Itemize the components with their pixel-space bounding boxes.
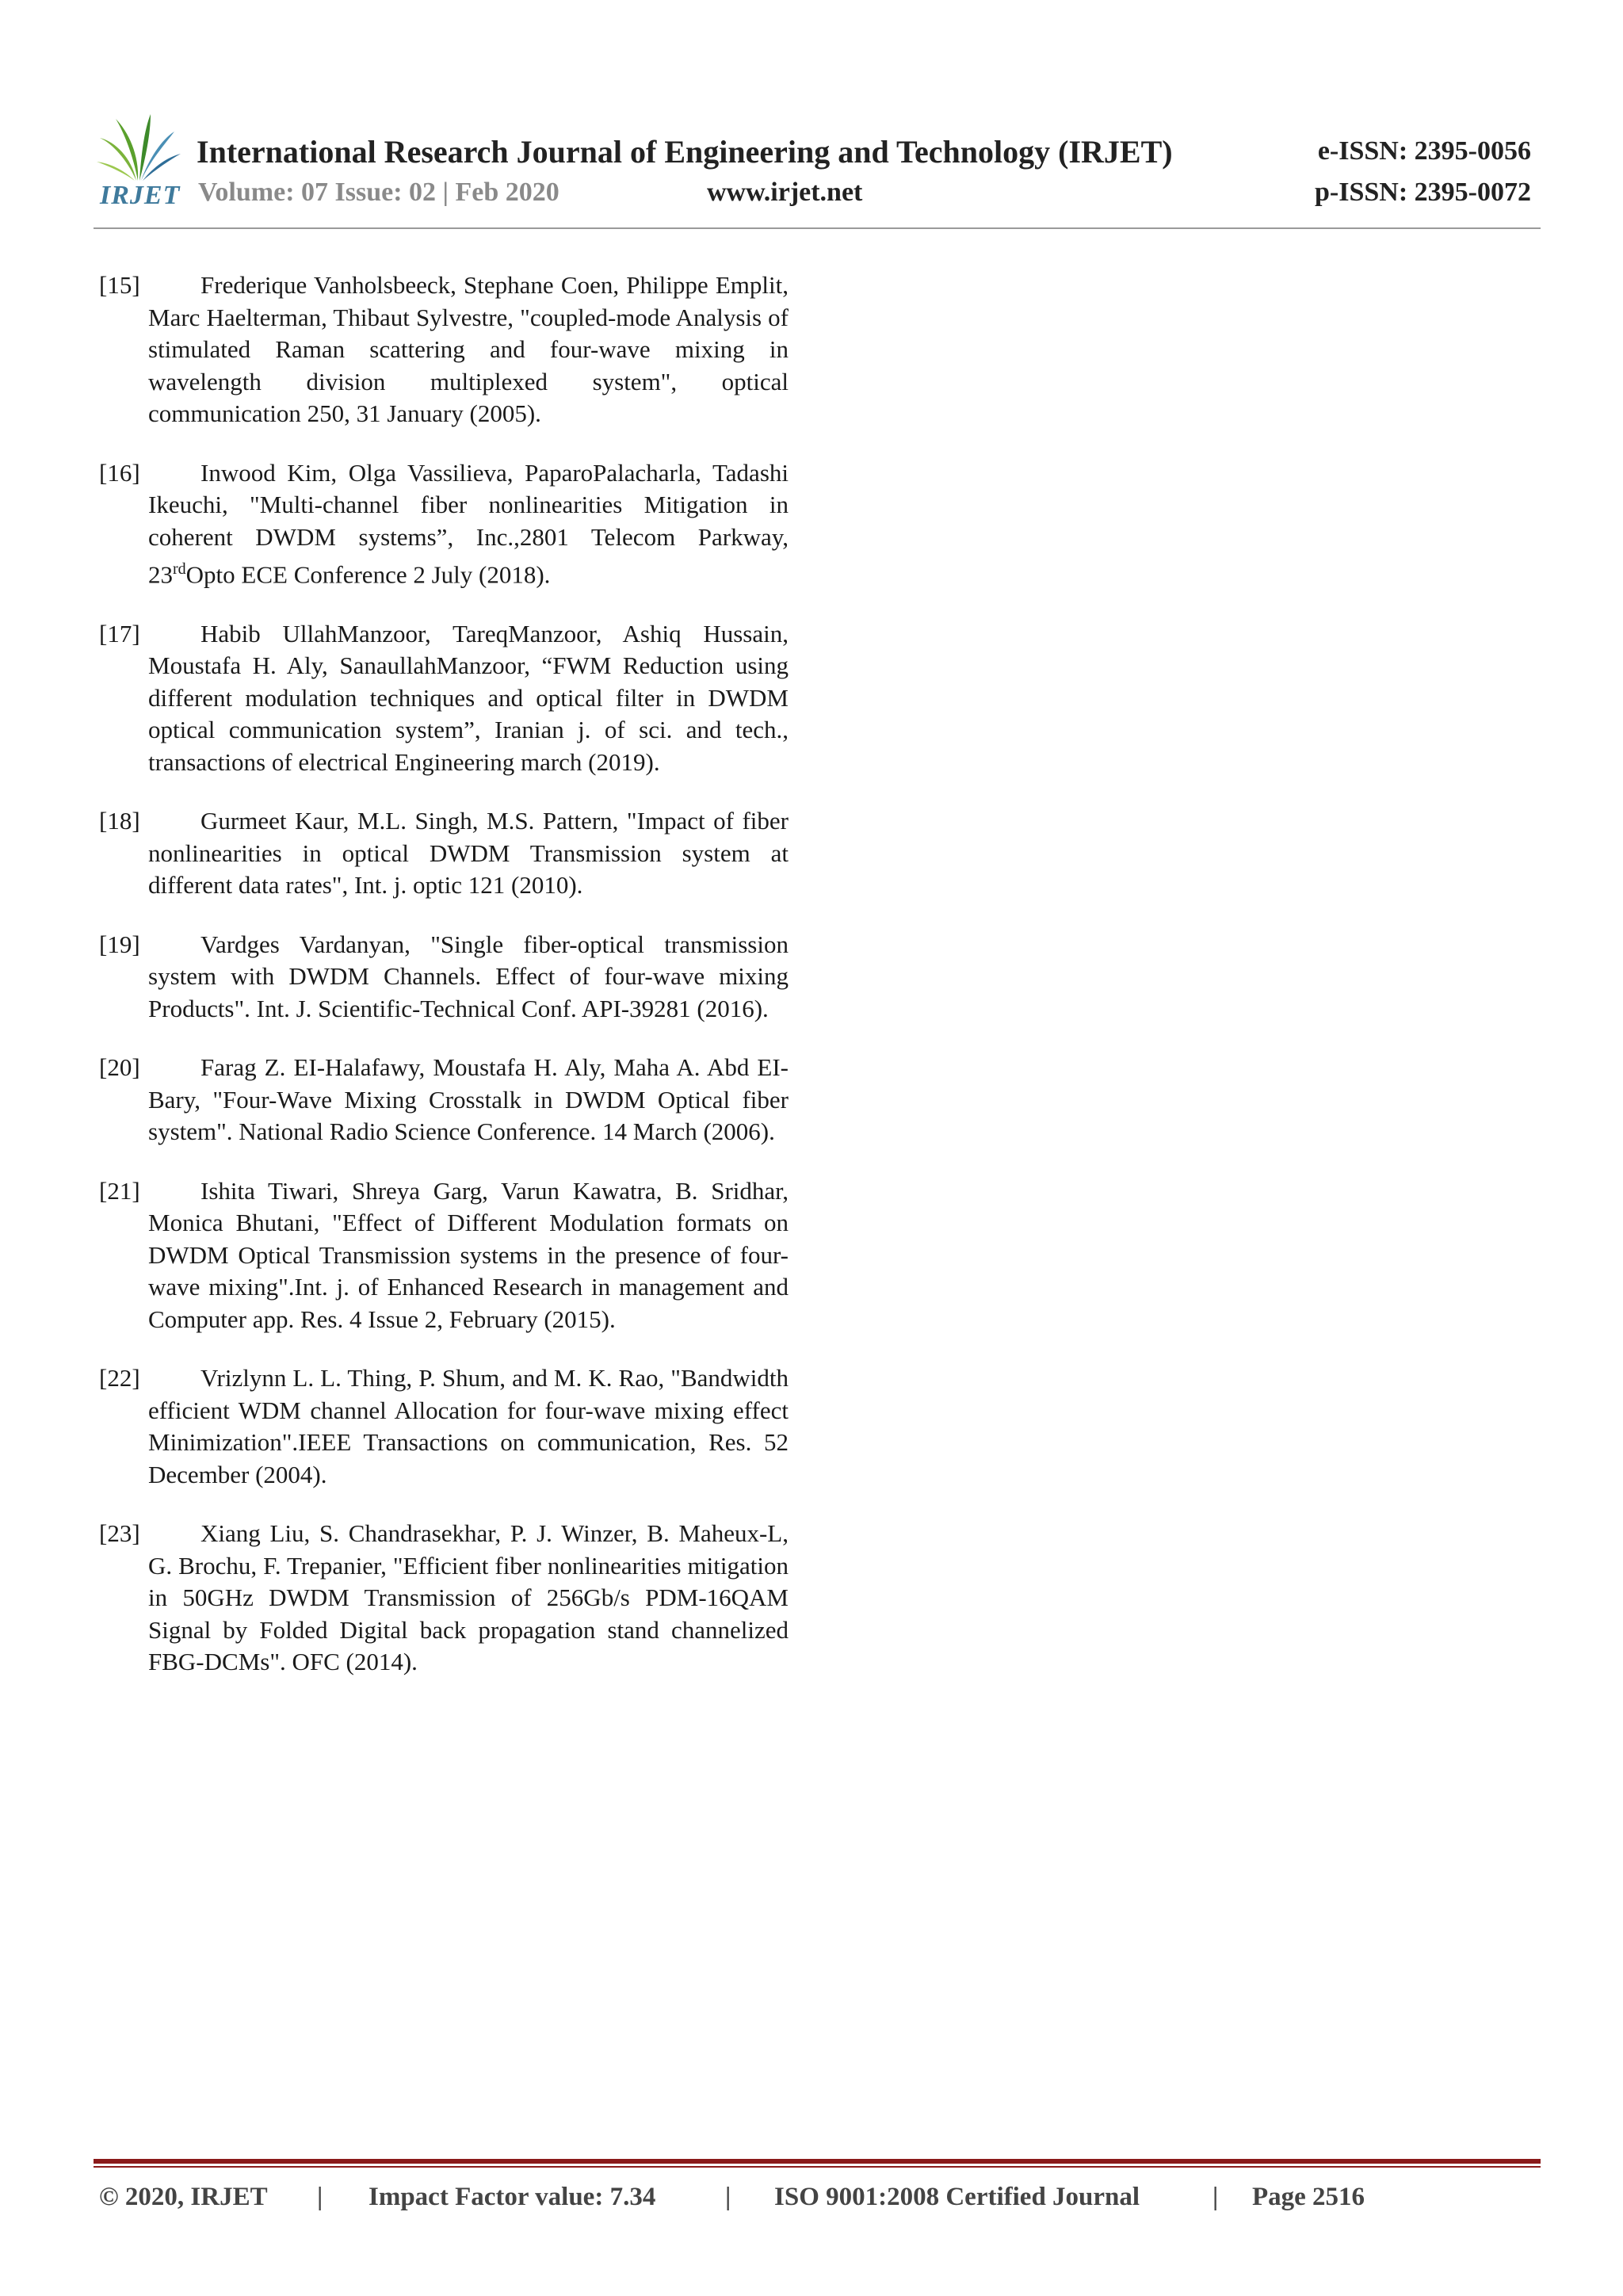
reference-number: [21] — [99, 1176, 140, 1205]
leaf-logo-icon — [95, 111, 182, 186]
footer-divider-thick — [94, 2159, 1541, 2164]
e-issn: e-ISSN: 2395-0056 — [1317, 136, 1531, 166]
footer-divider-thin — [94, 2166, 1541, 2168]
logo-text: IRJET — [100, 181, 181, 210]
reference-item — [99, 1052, 789, 1148]
volume-issue: Volume: 07 Issue: 02 | Feb 2020 — [198, 178, 559, 207]
reference-number: [17] — [99, 619, 140, 648]
journal-website[interactable]: www.irjet.net — [707, 178, 863, 207]
reference-number: [23] — [99, 1519, 140, 1548]
reference-number: [22] — [99, 1364, 140, 1392]
reference-text-cont: Opto ECE Conference 2 July (2018). — [185, 560, 551, 589]
reference-item — [99, 1518, 789, 1679]
reference-item — [99, 457, 789, 591]
journal-title: International Research Journal of Engineering and Technology (IRJET) — [197, 134, 1173, 170]
reference-text: Habib UllahManzoor, TareqManzoor, Ashiq Hussain, Moustafa H. Aly, SanaullahManzoor, “FWM Reduction using different modulation techniques and optical filter in DWDM optical communication system”, Iranian j. of sci. and tech., transactions of electrical Engineering march (2019). — [148, 619, 789, 776]
reference-list — [99, 269, 789, 1706]
reference-number: [15] — [99, 271, 140, 299]
footer-separator: | — [317, 2183, 323, 2211]
reference-number: [18] — [99, 807, 140, 835]
p-issn: p-ISSN: 2395-0072 — [1315, 178, 1531, 207]
page-header — [95, 111, 1537, 230]
footer-copyright: © 2020, IRJET — [99, 2183, 268, 2211]
reference-item — [99, 1362, 789, 1491]
header-divider — [94, 227, 1541, 229]
reference-number: [16] — [99, 458, 140, 487]
reference-text: Frederique Vanholsbeeck, Stephane Coen, Philippe Emplit, Marc Haelterman, Thibaut Sylvestre, "coupled-mode Analysis of stimulated Raman scattering and four-wave mixing in wavelength division multiplexed system", optical communication 250, 31 January (2005). — [148, 271, 789, 427]
reference-item — [99, 1175, 789, 1336]
reference-text: Xiang Liu, S. Chandrasekhar, P. J. Winzer, B. Maheux-L, G. Brochu, F. Trepanier, "Efficient fiber nonlinearities mitigation in 50GHz DWDM Transmission of 256Gb/s PDM-16QAM Signal by Folded Digital back propagation stand channelized FBG-DCMs". OFC (2014). — [148, 1519, 789, 1676]
footer-impact-factor: Impact Factor value: 7.34 — [369, 2183, 656, 2211]
reference-item — [99, 269, 789, 430]
footer-separator: | — [1212, 2183, 1219, 2211]
reference-text: Ishita Tiwari, Shreya Garg, Varun Kawatra, B. Sridhar, Monica Bhutani, "Effect of Different Modulation formats on DWDM Optical Transmission systems in the presence of four-wave mixing".Int. j. of Enhanced Research in management and Computer app. Res. 4 Issue 2, February (2015). — [148, 1176, 789, 1333]
footer-separator: | — [725, 2183, 731, 2211]
reference-text: Vardges Vardanyan, "Single fiber-optical transmission system with DWDM Channels. Effect of four-wave mixing Products". Int. J. Scientific-Technical Conf. API-39281 (2016). — [148, 930, 789, 1022]
superscript: rd — [173, 560, 186, 578]
reference-number: [19] — [99, 930, 140, 958]
reference-item — [99, 929, 789, 1026]
reference-text: Inwood Kim, Olga Vassilieva, PaparoPalacharla, Tadashi Ikeuchi, "Multi-channel fiber nonlinearities Mitigation in coherent DWDM systems”, Inc.,2801 Telecom Parkway, 23 — [148, 458, 789, 589]
reference-number: [20] — [99, 1053, 140, 1082]
reference-text: Gurmeet Kaur, M.L. Singh, M.S. Pattern, "Impact of fiber nonlinearities in optical DWDM Transmission system at different data rates", Int. j. optic 121 (2010). — [148, 807, 789, 900]
reference-item — [99, 618, 789, 779]
reference-item — [99, 805, 789, 902]
footer-iso: ISO 9001:2008 Certified Journal — [774, 2183, 1140, 2211]
footer-page-number: Page 2516 — [1252, 2183, 1365, 2211]
irjet-logo — [95, 111, 182, 214]
reference-text: Farag Z. EI-Halafawy, Moustafa H. Aly, Maha A. Abd EI-Bary, "Four-Wave Mixing Crosstalk in DWDM Optical fiber system". National Radio Science Conference. 14 March (2006). — [148, 1053, 789, 1146]
reference-text: Vrizlynn L. L. Thing, P. Shum, and M. K. Rao, "Bandwidth efficient WDM channel Allocation for four-wave mixing effect Minimization".IEEE Transactions on communication, Res. 52 December (2004). — [148, 1364, 789, 1488]
